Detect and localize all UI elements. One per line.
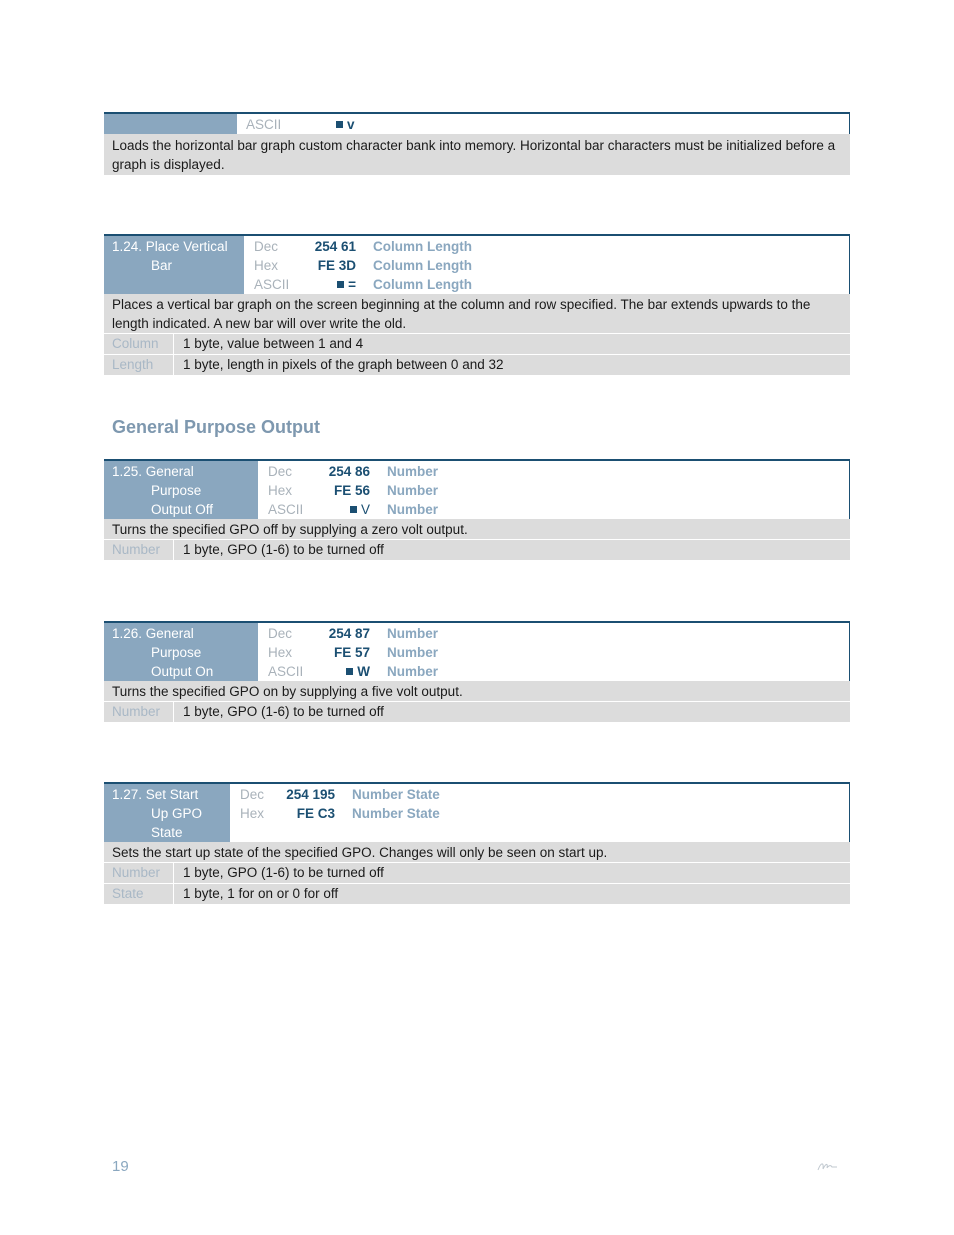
param-row (104, 540, 850, 561)
command-title-cell (104, 461, 258, 519)
square-glyph-icon (350, 506, 357, 513)
param-desc: 1 byte, 1 for on or 0 for off (183, 886, 339, 901)
command-description: Places a vertical bar graph on the screen beginning at the column and row specified. The bar extends upwards to the length indicated. A new bar will over write the old. (104, 294, 850, 334)
param-row (104, 355, 850, 376)
code-param: Number (387, 502, 439, 517)
code-row-dec (268, 462, 568, 481)
code-row-ascii (268, 500, 568, 519)
command-title-cell (104, 784, 230, 842)
code-row-hex (268, 481, 568, 500)
command-description: Turns the specified GPO off by supplying a zero volt output. (104, 519, 850, 540)
square-glyph-icon (346, 668, 353, 675)
command-title-cont: Output On (151, 664, 214, 679)
command-description: Loads the horizontal bar graph custom character bank into memory. Horizontal bar characters must be initialized before a graph is displayed. (104, 134, 850, 176)
code-row-hex (268, 643, 568, 662)
command-title: 1.24. Place Vertical (112, 239, 228, 254)
param-desc: 1 byte, GPO (1-6) to be turned off (183, 542, 384, 557)
code-label: Hex (268, 483, 293, 498)
param-row (104, 884, 850, 905)
param-desc: 1 byte, value between 1 and 4 (183, 336, 364, 351)
param-row (104, 863, 850, 884)
command-title-cell (104, 623, 258, 681)
command-header (104, 236, 850, 294)
code-value: FE 3D (317, 258, 356, 273)
code-row-hex (240, 804, 540, 823)
command-title-cont: Output Off (151, 502, 214, 517)
code-value: W (308, 662, 370, 681)
code-value: 254 61 (314, 239, 356, 254)
command-title-cell (104, 114, 237, 134)
code-label: ASCII (268, 502, 304, 517)
code-param: Column Length (373, 277, 472, 292)
command-title-cont: Purpose (151, 483, 202, 498)
code-param: Number (387, 483, 439, 498)
ascii-value: v (336, 115, 355, 134)
param-desc: 1 byte, GPO (1-6) to be turned off (183, 865, 384, 880)
code-label: Dec (268, 464, 293, 479)
code-value: = (294, 275, 356, 294)
command-block-gpo-on (104, 621, 850, 723)
code-param: Number (387, 626, 439, 641)
code-value: 254 86 (328, 464, 370, 479)
section-heading: General Purpose Output (112, 417, 321, 437)
square-glyph-icon (337, 281, 344, 288)
command-title-cont: Purpose (151, 645, 202, 660)
param-name: Number (104, 702, 174, 722)
code-row-ascii (268, 662, 568, 681)
command-header (104, 461, 850, 519)
param-name: State (104, 884, 174, 904)
param-desc: 1 byte, GPO (1-6) to be turned off (183, 704, 384, 719)
command-block-place-vertical-bar (104, 234, 850, 376)
command-description: Turns the specified GPO on by supplying a five volt output. (104, 681, 850, 702)
command-block-set-startup-gpo-state (104, 782, 850, 905)
param-row (104, 334, 850, 355)
command-title: 1.27. Set Start (112, 787, 199, 802)
code-label: Dec (268, 626, 293, 641)
code-label: Dec (240, 787, 265, 802)
code-label: ASCII (268, 664, 304, 679)
code-param: Column Length (373, 239, 472, 254)
code-param: Number (387, 664, 439, 679)
code-label: Hex (268, 645, 293, 660)
code-value: FE 57 (333, 645, 370, 660)
command-header (104, 114, 850, 134)
code-row-ascii (254, 275, 554, 294)
code-row-dec (268, 624, 568, 643)
code-row-hex (254, 256, 554, 275)
code-param: Number (387, 464, 439, 479)
command-title-cont: State (151, 825, 183, 840)
command-title-cont: Bar (151, 258, 173, 273)
code-label: Dec (254, 239, 279, 254)
code-row-dec (254, 237, 554, 256)
code-param: Number (387, 645, 439, 660)
code-param: Number State (352, 787, 440, 802)
page-number: 19 (112, 1158, 129, 1175)
code-value: FE 56 (333, 483, 370, 498)
command-block-gpo-off (104, 459, 850, 561)
code-param: Number State (352, 806, 440, 821)
command-title-cont: Up GPO (151, 806, 203, 821)
signature-logo-icon (816, 1158, 840, 1174)
param-name: Number (104, 540, 174, 560)
command-description: Sets the start up state of the specified GPO. Changes will only be seen on start up. (104, 842, 850, 863)
param-desc: 1 byte, length in pixels of the graph between 0 and 32 (183, 357, 504, 372)
command-header (104, 784, 850, 842)
code-label: Hex (240, 806, 265, 821)
code-value: 254 195 (286, 787, 335, 802)
code-param: Column Length (373, 258, 472, 273)
code-value: FE C3 (296, 806, 335, 821)
code-value: V (308, 500, 370, 519)
code-value: 254 87 (328, 626, 370, 641)
square-glyph-icon (336, 121, 343, 128)
command-block-horizontal-bar (104, 112, 850, 176)
code-row-ascii (246, 115, 446, 134)
command-title: 1.25. General (112, 464, 194, 479)
code-label: ASCII (246, 117, 282, 132)
command-title: 1.26. General (112, 626, 194, 641)
command-header (104, 623, 850, 681)
code-label: Hex (254, 258, 279, 273)
code-label: ASCII (254, 277, 290, 292)
command-title-cell (104, 236, 244, 294)
param-name: Number (104, 863, 174, 883)
param-name: Column (104, 334, 174, 354)
param-name: Length (104, 355, 174, 375)
code-row-dec (240, 785, 540, 804)
param-row (104, 702, 850, 723)
